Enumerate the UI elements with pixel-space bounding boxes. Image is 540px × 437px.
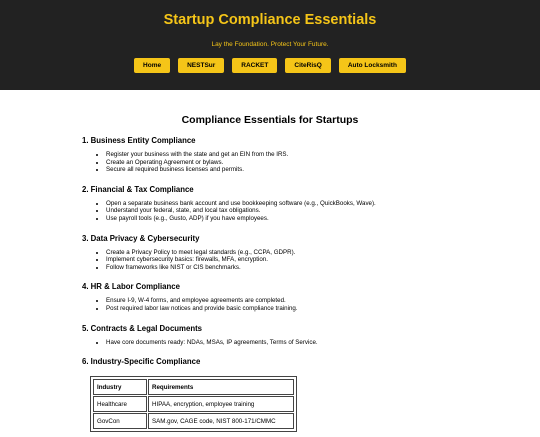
section-business-entity	[82, 136, 458, 174]
table-cell: HIPAA, encryption, employee training	[148, 396, 294, 412]
bullet-list	[82, 249, 458, 272]
list-item: • Create a Privacy Policy to meet legal standards (e.g., CCPA, GDPR).	[106, 249, 458, 257]
column-header: Industry	[93, 379, 147, 395]
section-heading: 3. Data Privacy & Cybersecurity	[82, 233, 200, 243]
section-hr-labor	[82, 282, 458, 312]
list-item: • Open a separate business bank account and use bookkeeping software (e.g., QuickBooks, Wave).	[106, 200, 458, 208]
page-title: Compliance Essentials for Startups	[181, 114, 359, 126]
industry-table-wrapper	[90, 376, 297, 432]
table-cell: GovCon	[93, 413, 147, 429]
section-financial-tax	[82, 185, 458, 223]
section-heading: 5. Contracts & Legal Documents	[82, 323, 203, 333]
table-header-row	[93, 379, 294, 395]
section-contracts	[82, 324, 458, 347]
list-item: • Ensure I-9, W-4 forms, and employee agreements are completed.	[106, 297, 458, 305]
table-row	[93, 413, 294, 429]
tagline: Lay the Foundation. Protect Your Future.	[211, 41, 329, 48]
main-content	[0, 114, 458, 437]
bullet-list	[82, 151, 458, 174]
table-cell: SAM.gov, CAGE code, NIST 800-171/CMMC	[148, 413, 294, 429]
industry-table	[92, 378, 295, 430]
section-data-privacy	[82, 234, 458, 272]
section-heading: 1. Business Entity Compliance	[82, 136, 196, 145]
nav-nestsur-button[interactable]: NESTSur	[178, 58, 224, 73]
nav-citerisq-button[interactable]: CiteRisQ	[285, 58, 330, 73]
section-heading: 6. Industry-Specific Compliance	[82, 357, 201, 367]
site-title: Startup Compliance Essentials	[163, 12, 377, 28]
list-item: • Post required labor law notices and provide basic compliance training.	[106, 305, 458, 313]
nav-auto-locksmith-button[interactable]: Auto Locksmith	[339, 58, 406, 73]
list-item: • Use payroll tools (e.g., Gusto, ADP) if you have employees.	[106, 215, 458, 223]
nav-home-button[interactable]: Home	[134, 58, 170, 73]
list-item: • Follow frameworks like NIST or CIS benchmarks.	[106, 264, 458, 272]
bullet-list	[82, 297, 458, 312]
list-item: • Register your business with the state and get an EIN from the IRS.	[106, 151, 458, 159]
main-nav	[0, 58, 540, 73]
list-item: • Have core documents ready: NDAs, MSAs, IP agreements, Terms of Service.	[106, 339, 458, 347]
section-heading: 2. Financial & Tax Compliance	[82, 184, 194, 194]
list-item: • Implement cybersecurity basics: firewalls, MFA, encryption.	[106, 256, 458, 264]
bullet-list	[82, 339, 458, 347]
table-cell: Healthcare	[93, 396, 147, 412]
bullet-list	[82, 200, 458, 223]
section-industry-specific	[82, 357, 458, 437]
column-header: Requirements	[148, 379, 294, 395]
list-item: • Secure all required business licenses and permits.	[106, 166, 458, 174]
site-header	[0, 0, 540, 90]
section-heading: 4. HR & Labor Compliance	[82, 282, 180, 292]
list-item: • Create an Operating Agreement or bylaws.	[106, 159, 458, 167]
nav-racket-button[interactable]: RACKET	[232, 58, 277, 73]
list-item: • Understand your federal, state, and local tax obligations.	[106, 207, 458, 215]
table-row	[93, 396, 294, 412]
